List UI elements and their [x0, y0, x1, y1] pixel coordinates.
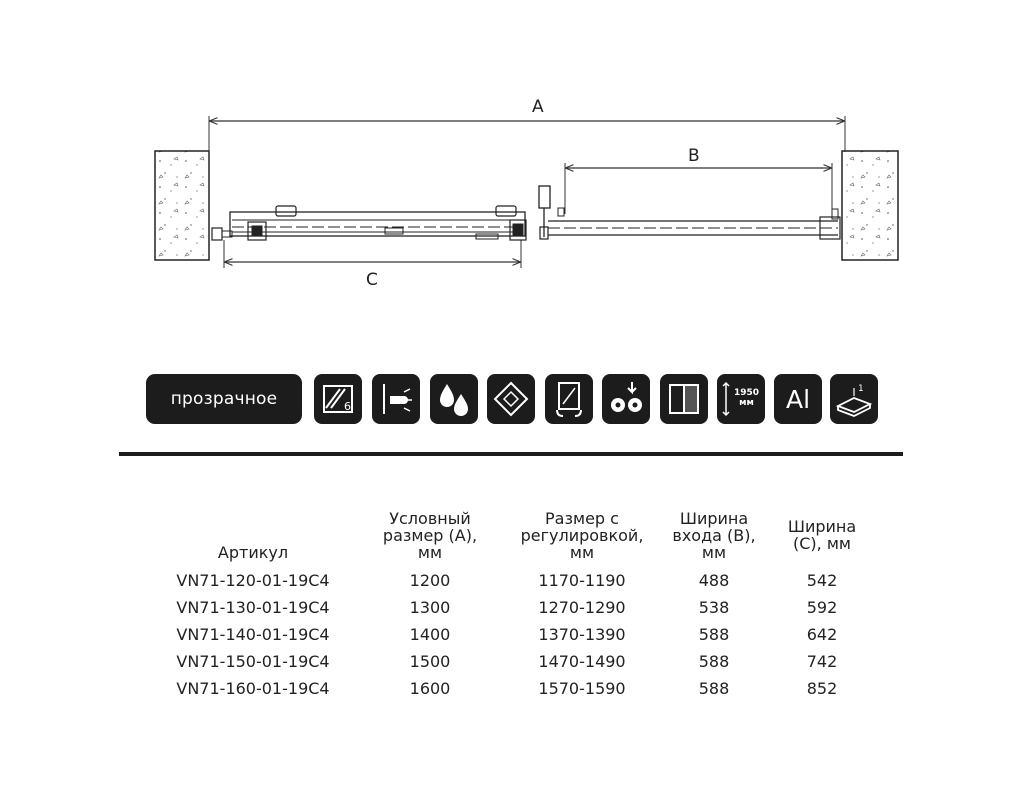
cell-article: VN71-150-01-19C4: [176, 652, 330, 671]
one-door-icon: [830, 374, 878, 424]
cell-article: VN71-140-01-19C4: [176, 625, 330, 644]
svg-text:1: 1: [858, 384, 864, 394]
cell-width-c: 742: [806, 652, 838, 671]
header-width-c: Ширина (С), мм: [787, 517, 857, 553]
cell-article: VN71-120-01-19C4: [176, 571, 330, 590]
cell-nominal-size: 1300: [409, 598, 451, 617]
sliding-door-panel: [548, 209, 840, 239]
aluminum-text: Al: [785, 384, 811, 414]
left-wall: [155, 151, 209, 260]
table-header-row: [150, 510, 876, 567]
dimension-b: [565, 146, 832, 214]
cell-adjust-size: 1370-1390: [538, 625, 626, 644]
water-repellent-icon: [430, 374, 478, 424]
cell-adjust-size: 1570-1590: [538, 679, 626, 698]
dimension-c: [224, 240, 521, 290]
table-row: [150, 567, 876, 594]
sliding-door-icon: [660, 374, 708, 424]
shower-door-plan-diagram: [0, 0, 1029, 340]
rollers-icon: [602, 374, 650, 424]
fixed-glass-panel: [212, 206, 526, 240]
cell-entrance-width: 588: [698, 679, 730, 698]
spec-table: [150, 510, 876, 702]
glass-type-badge: [146, 374, 302, 424]
glass-type-label: прозрачное: [170, 389, 278, 409]
height-icon: [717, 374, 765, 424]
cell-width-c: 852: [806, 679, 838, 698]
header-article: Артикул: [217, 543, 289, 562]
right-wall: [842, 151, 898, 260]
svg-text:6: 6: [344, 400, 351, 413]
height-value: 1950: [734, 388, 760, 398]
dimension-b-label: B: [688, 146, 700, 166]
cell-adjust-size: 1470-1490: [538, 652, 626, 671]
cell-nominal-size: 1500: [409, 652, 451, 671]
cell-width-c: 592: [806, 598, 838, 617]
cell-entrance-width: 538: [698, 598, 730, 617]
cell-article: VN71-130-01-19C4: [176, 598, 330, 617]
cell-adjust-size: 1170-1190: [538, 571, 626, 590]
cell-width-c: 642: [806, 625, 838, 644]
section-divider: [119, 452, 903, 456]
door-handle: [539, 186, 564, 239]
height-unit: мм: [739, 398, 754, 408]
table-row: [150, 621, 876, 648]
adjustable-profile-icon: [487, 374, 535, 424]
aluminum-icon: [774, 374, 822, 424]
cell-entrance-width: 488: [698, 571, 730, 590]
table-row: [150, 648, 876, 675]
table-row: [150, 675, 876, 702]
cell-entrance-width: 588: [698, 652, 730, 671]
cell-nominal-size: 1600: [409, 679, 451, 698]
cell-adjust-size: 1270-1290: [538, 598, 626, 617]
magnetic-seal-icon: [545, 374, 593, 424]
dimension-c-label: C: [366, 270, 378, 290]
cell-nominal-size: 1200: [409, 571, 451, 590]
dimension-a: [209, 97, 845, 152]
header-adjust-size: Размер с регулировкой, мм: [520, 509, 644, 562]
easy-clean-icon: [372, 374, 420, 424]
cell-width-c: 542: [806, 571, 838, 590]
cell-article: VN71-160-01-19C4: [176, 679, 330, 698]
dimension-a-label: A: [532, 97, 544, 117]
cell-nominal-size: 1400: [409, 625, 451, 644]
glass-6mm-icon: [314, 374, 362, 424]
table-row: [150, 594, 876, 621]
header-entrance-width: Ширина входа (В), мм: [672, 509, 756, 562]
cell-entrance-width: 588: [698, 625, 730, 644]
header-nominal-size: Условный размер (А), мм: [382, 509, 478, 562]
